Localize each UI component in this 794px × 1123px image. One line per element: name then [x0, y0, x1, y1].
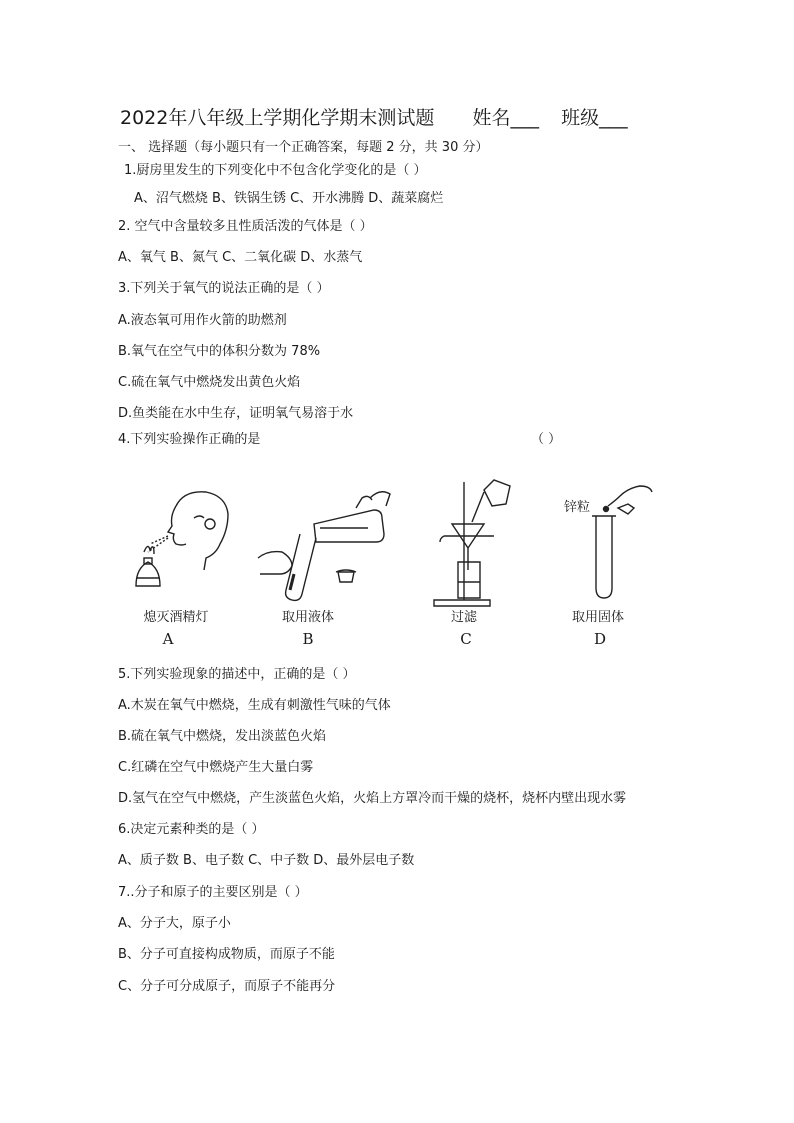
lab-figure-drawing	[118, 478, 678, 654]
q3-option-a: A.液态氧可用作火箭的助燃剂	[118, 313, 287, 328]
exam-title: 2022年八年级上学期化学期末测试题	[120, 107, 435, 129]
q7-option-c: C、分子可分成原子，而原子不能再分	[118, 979, 336, 994]
page-title	[120, 106, 628, 130]
class-field-label: 班级___	[561, 107, 628, 129]
q7-option-b: B、分子可直接构成物质，而原子不能	[118, 947, 335, 962]
caption-d: 取用固体	[571, 610, 624, 625]
zinc-tube-illustration	[592, 486, 652, 598]
q5-option-b: B.硫在氧气中燃烧，发出淡蓝色火焰	[118, 729, 327, 744]
caption-b: 取用液体	[281, 610, 334, 625]
q7-option-a: A、分子大，原子小	[118, 916, 231, 931]
zinc-label: 锌粒	[564, 500, 591, 515]
q3-option-d: D.鱼类能在水中生存，证明氧气易溶于水	[118, 406, 354, 421]
caption-a: 熄灭酒精灯	[143, 610, 209, 625]
q3-option-b: B.氧气在空气中的体积分数为 78%	[118, 344, 321, 359]
q1-stem: 1.厨房里发生的下列变化中不包含化学变化的是（ ）	[124, 163, 427, 178]
q2-options: A、氧气 B、氮气 C、二氧化碳 D、水蒸气	[118, 250, 363, 265]
caption-c: 过滤	[450, 610, 477, 625]
letter-b: B	[302, 630, 314, 648]
q5-option-c: C.红磷在空气中燃烧产生大量白雾	[118, 760, 314, 775]
lab-operations-figure	[118, 478, 678, 654]
q5-stem: 5.下列实验现象的描述中，正确的是（ ）	[118, 667, 356, 682]
pouring-liquid-illustration	[258, 492, 390, 601]
letter-c: C	[460, 630, 472, 648]
q6-stem: 6.决定元素种类的是（ ）	[118, 822, 265, 837]
q5-option-a: A.木炭在氧气中燃烧，生成有刺激性气味的气体	[118, 698, 391, 713]
q4-answer-paren: （ ）	[531, 432, 562, 447]
q5-option-d: D.氢气在空气中燃烧，产生淡蓝色火焰，火焰上方罩冷而干燥的烧杯，烧杯内壁出现水雾	[118, 791, 627, 806]
q6-options: A、质子数 B、电子数 C、中子数 D、最外层电子数	[118, 853, 415, 868]
q1-options: A、沼气燃烧 B、铁锅生锈 C、开水沸腾 D、蔬菜腐烂	[134, 191, 444, 206]
q3-option-c: C.硫在氧气中燃烧发出黄色火焰	[118, 375, 301, 390]
q3-stem: 3.下列关于氧气的说法正确的是（ ）	[118, 281, 330, 296]
letter-a: A	[162, 630, 174, 648]
q2-stem: 2. 空气中含量较多且性质活泼的气体是（ ）	[118, 219, 373, 234]
blowing-lamp-illustration	[136, 492, 228, 586]
filtration-illustration	[434, 480, 510, 606]
name-field-label: 姓名___	[472, 107, 539, 129]
q7-stem: 7..分子和原子的主要区别是（ ）	[118, 885, 308, 900]
letter-d: D	[593, 630, 607, 648]
q4-stem: 4.下列实验操作正确的是	[118, 432, 261, 447]
section-heading: 一、 选择题（每小题只有一个正确答案，每题 2 分，共 30 分）	[118, 140, 489, 155]
